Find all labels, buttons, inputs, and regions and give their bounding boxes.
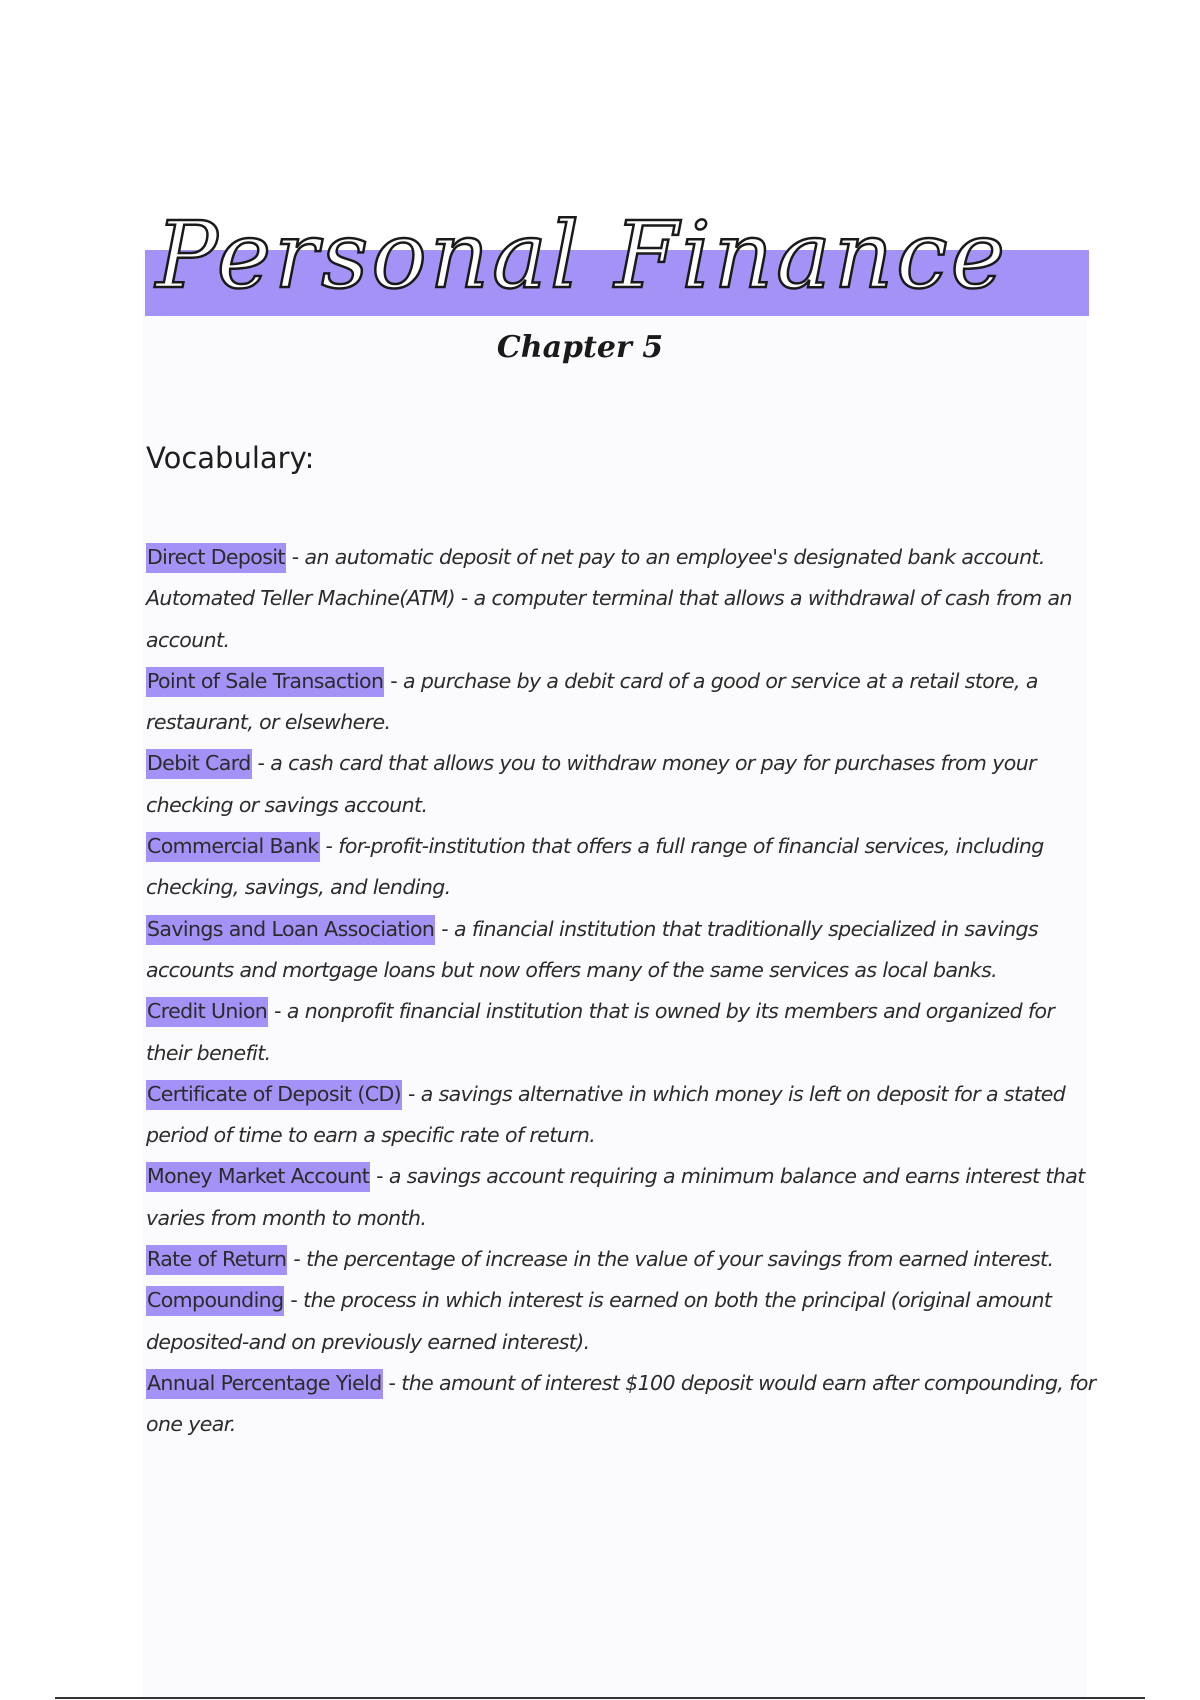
vocab-definition: a nonprofit financial institution that is owned by its members and organized for their benefit.: [146, 999, 1055, 1065]
vocab-item-certificate-of-deposit: Certificate of Deposit (CD) - a savings alternative in which money is left on deposit for a stated period of time to earn a specific rate of return.: [146, 1081, 1066, 1148]
bottom-rule: [55, 1697, 1145, 1699]
vocab-term: Direct Deposit: [146, 543, 286, 573]
vocab-term: Debit Card: [146, 749, 252, 779]
vocab-definition: a savings account requiring a minimum balance and earns interest that varies from month to month.: [146, 1164, 1085, 1230]
vocab-definition: for-profit-institution that offers a full range of financial services, including checking, savings, and lending.: [146, 834, 1044, 900]
vocab-item-savings-and-loan: Savings and Loan Association - a financial institution that traditionally specialized in savings accounts and mortgage loans but now offers many of the same services as local banks.: [146, 916, 1038, 982]
vocab-definition: a purchase by a debit card of a good or service at a retail store, a restaurant, or elsewhere.: [146, 668, 1038, 735]
vocab-definition: a savings alternative in which money is left on deposit for a stated period of time to earn a specific rate of return.: [146, 1081, 1066, 1148]
vocab-item-money-market: Money Market Account - a savings account requiring a minimum balance and earns interest that varies from month to month.: [146, 1164, 1085, 1230]
vocab-term: Money Market Account: [146, 1162, 370, 1192]
vocab-term: Annual Percentage Yield: [146, 1369, 383, 1399]
vocab-definition: a cash card that allows you to withdraw money or pay for purchases from your checking or savings account.: [146, 751, 1036, 817]
vocab-definition: the amount of interest $100 deposit would earn after compounding, for one year.: [146, 1370, 1096, 1437]
vocab-term: Commercial Bank: [146, 832, 320, 862]
page-title: Personal Finance: [155, 202, 1009, 309]
vocab-definition: an automatic deposit of net pay to an employee's designated bank account.: [304, 545, 1045, 569]
vocab-term: Rate of Return: [146, 1245, 287, 1275]
vocab-definition: a computer terminal that allows a withdrawal of cash from an account.: [146, 586, 1072, 652]
vocab-term: Compounding: [146, 1286, 284, 1316]
vocab-item-credit-union: Credit Union - a nonprofit financial institution that is owned by its members and organized for their benefit.: [146, 999, 1055, 1065]
vocab-term: Credit Union: [146, 997, 268, 1027]
vocab-item-debit-card: Debit Card - a cash card that allows you to withdraw money or pay for purchases from your checking or savings account.: [146, 751, 1036, 817]
vocab-term: Certificate of Deposit (CD): [146, 1080, 402, 1110]
vocab-item-apy: Annual Percentage Yield - the amount of interest $100 deposit would earn after compounding, for one year.: [146, 1370, 1096, 1437]
vocab-term: Savings and Loan Association: [146, 915, 435, 945]
vocab-item-atm: Automated Teller Machine(ATM) - a computer terminal that allows a withdrawal of cash from an account.: [146, 586, 1072, 652]
vocab-item-direct-deposit: Direct Deposit - an automatic deposit of net pay to an employee's designated bank account.: [146, 537, 1096, 578]
vocabulary-heading: Vocabulary:: [146, 441, 315, 475]
vocab-definition: a financial institution that traditionally specialized in savings accounts and mortgage loans but now offers many of the same services as local banks.: [146, 916, 1038, 982]
vocab-term: Automated Teller Machine(ATM): [146, 586, 456, 611]
vocab-item-compounding: Compounding - the process in which interest is earned on both the principal (original amount deposited-and on previously earned interest).: [146, 1288, 1052, 1354]
vocabulary-list: [146, 537, 1096, 1446]
vocab-item-point-of-sale: Point of Sale Transaction - a purchase by a debit card of a good or service at a retail store, a restaurant, or elsewhere.: [146, 668, 1038, 735]
vocab-definition: the process in which interest is earned on both the principal (original amount deposited-and on previously earned interest).: [146, 1288, 1052, 1354]
vocab-definition: the percentage of increase in the value of your savings from earned interest.: [306, 1247, 1054, 1272]
vocab-item-commercial-bank: Commercial Bank - for-profit-institution that offers a full range of financial services, including checking, savings, and lending.: [146, 834, 1044, 900]
vocab-term: Point of Sale Transaction: [146, 667, 384, 697]
vocab-item-rate-of-return: Rate of Return - the percentage of increase in the value of your savings from earned interest.: [146, 1239, 1096, 1280]
chapter-subtitle: Chapter 5: [496, 330, 664, 365]
